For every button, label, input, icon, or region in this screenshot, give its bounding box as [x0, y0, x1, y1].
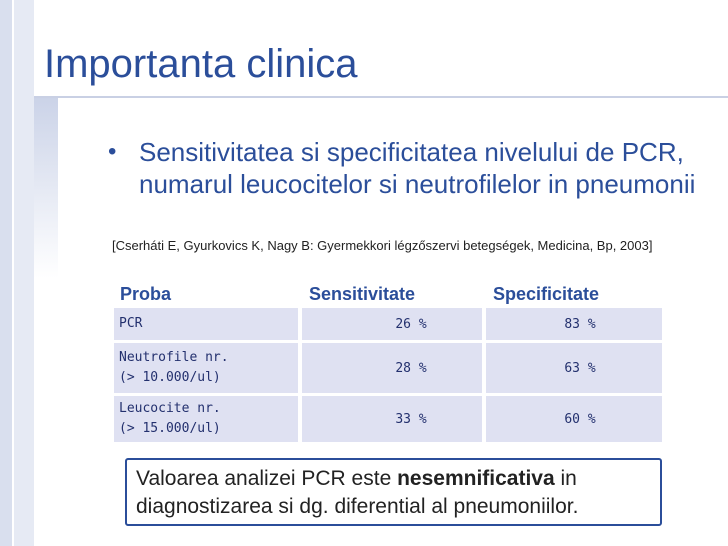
- header-proba: Proba: [120, 284, 172, 304]
- conclusion-text-before: Valoarea analizei PCR este: [136, 467, 398, 490]
- row-label-line1: Leucocite nr.: [119, 401, 221, 416]
- bullet-text: Sensitivitatea si specificitatea nivelului de PCR, numarul leucocitelor si neutrofilelor in pneumonii: [139, 137, 696, 199]
- decorative-gradient-bar: [34, 98, 58, 278]
- conclusion-box: [125, 458, 662, 526]
- row-leucocite-specificitate: 60 %: [486, 396, 662, 442]
- row-label-line2: (> 15.000/ul): [119, 421, 221, 436]
- title-divider: [34, 96, 728, 98]
- row-neutrofile-label: [114, 343, 298, 393]
- row-leucocite-sensitivitate: 33 %: [302, 396, 482, 442]
- header-sensitivitate: Sensitivitate: [309, 284, 416, 304]
- bullet-icon: •: [108, 138, 117, 165]
- row-label-line1: PCR: [119, 316, 143, 331]
- decorative-side-bar-inner: [14, 0, 34, 546]
- row-label-line2: (> 10.000/ul): [119, 370, 221, 385]
- conclusion-text-after: in diagnostizarea si dg. diferential al pneumoniilor.: [136, 467, 579, 518]
- row-pcr-specificitate: 83 %: [486, 308, 662, 340]
- decorative-side-bar: [0, 0, 12, 546]
- conclusion-emphasis: nesemnificativa: [397, 467, 555, 490]
- row-neutrofile-sensitivitate: 28 %: [302, 343, 482, 393]
- row-label-line1: Neutrofile nr.: [119, 350, 229, 365]
- row-neutrofile-specificitate: 63 %: [486, 343, 662, 393]
- row-leucocite-label: [114, 396, 298, 442]
- header-specificitate: Specificitate: [493, 284, 600, 304]
- slide-title: Importanta clinica: [44, 42, 358, 86]
- reference-citation: [Cserháti E, Gyurkovics K, Nagy B: Gyermekkori légzőszervi betegségek, Medicina, Bp, 2003]: [112, 238, 653, 253]
- row-pcr-label: [114, 308, 298, 340]
- row-pcr-sensitivitate: 26 %: [302, 308, 482, 340]
